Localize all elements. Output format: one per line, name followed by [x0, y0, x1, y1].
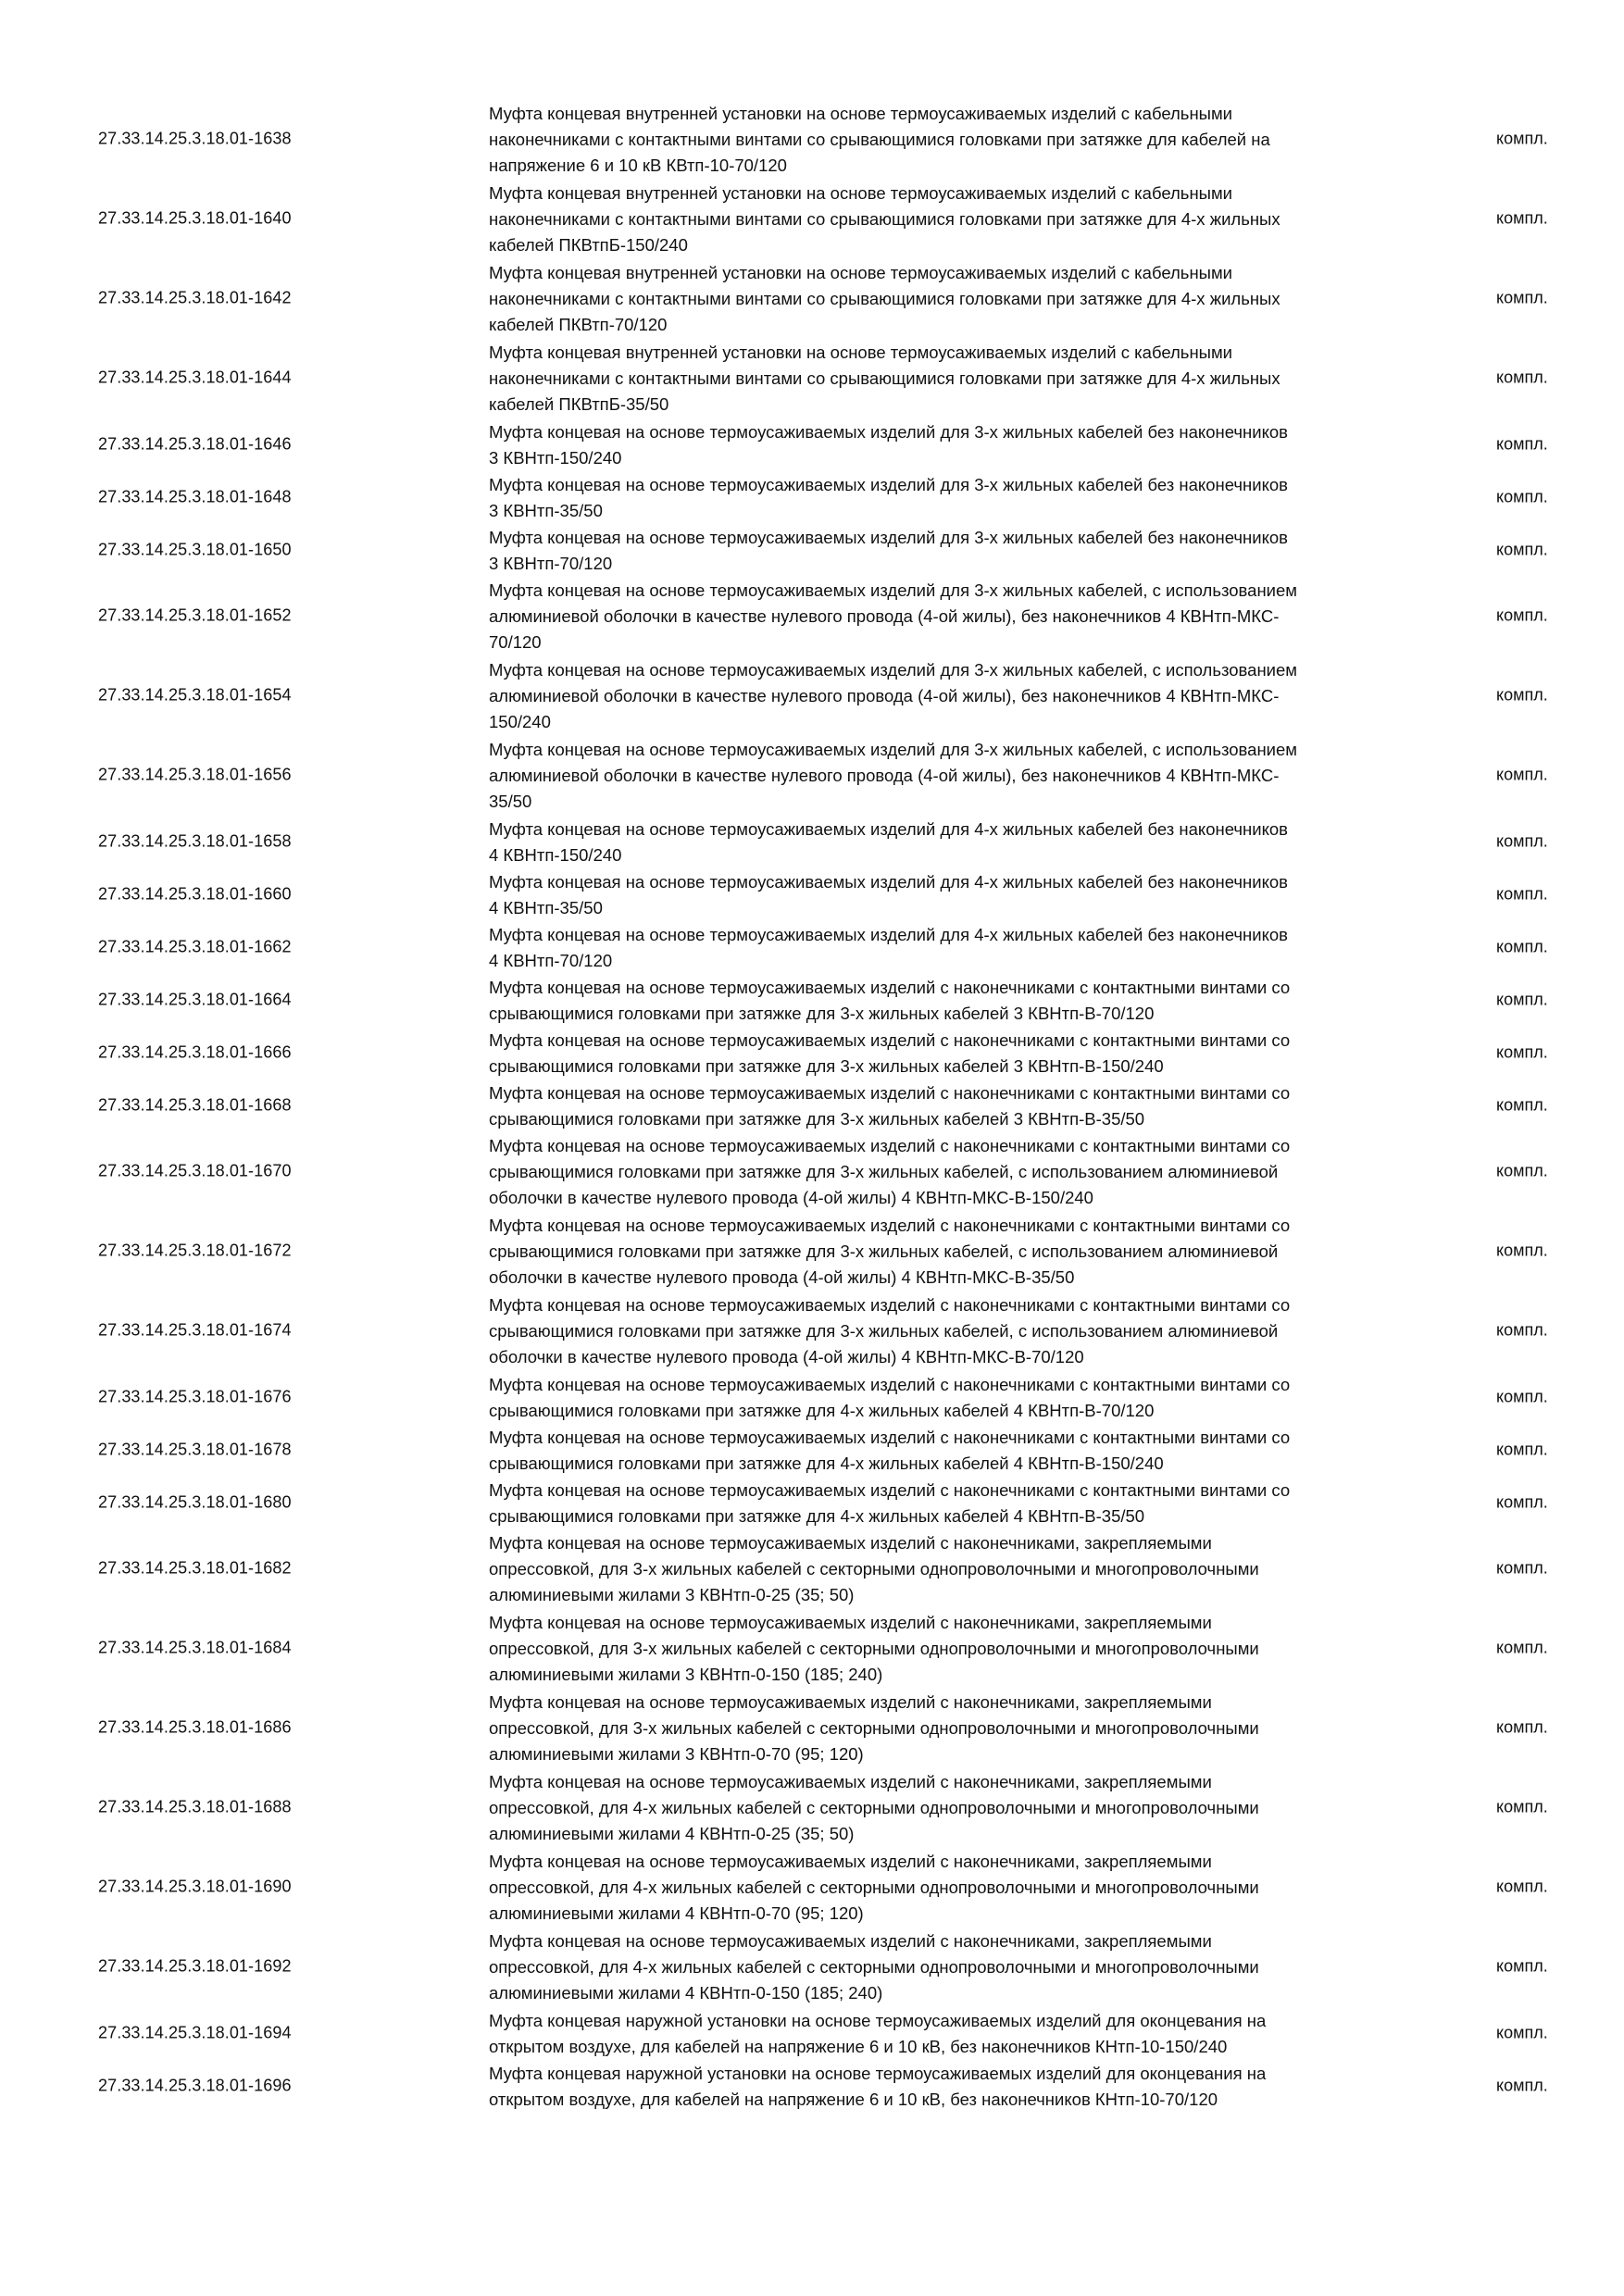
item-description — [489, 1133, 1433, 1211]
item-code: 27.33.14.25.3.18.01-1692 — [98, 1956, 292, 1976]
description-line: наконечниками с контактными винтами со срывающимися головками при затяжке для 4-х жильных — [489, 289, 1280, 308]
item-description — [489, 1028, 1433, 1079]
description-line: опрессовкой, для 3-х жильных кабелей с секторными однопроволочными и многопроволочными — [489, 1639, 1259, 1658]
description-line: напряжение 6 и 10 кВ КВтп-10-70/120 — [489, 156, 787, 175]
table-row — [0, 470, 1624, 523]
table-row — [0, 576, 1624, 655]
description-line: опрессовкой, для 3-х жильных кабелей с секторными однопроволочными и многопроволочными — [489, 1559, 1259, 1578]
item-code: 27.33.14.25.3.18.01-1674 — [98, 1320, 292, 1340]
description-line: Муфта концевая на основе термоусаживаемых изделий с наконечниками с контактными винтами со — [489, 1030, 1291, 1050]
description-line: наконечниками с контактными винтами со срывающимися головками при затяжке для 4-х жильных — [489, 368, 1280, 388]
item-unit: компл. — [1496, 1877, 1548, 1896]
item-code: 27.33.14.25.3.18.01-1654 — [98, 685, 292, 705]
item-code: 27.33.14.25.3.18.01-1690 — [98, 1877, 292, 1896]
description-line: Муфта концевая на основе термоусаживаемых изделий для 3-х жильных кабелей без наконечников — [489, 528, 1289, 547]
description-line: срывающимися головками при затяжке для 3-х жильных кабелей 3 КВНтп-В-150/240 — [489, 1056, 1164, 1076]
table-row — [0, 338, 1624, 418]
table-row — [0, 1370, 1624, 1423]
description-line: Муфта концевая внутренней установки на основе термоусаживаемых изделий с кабельными — [489, 343, 1233, 362]
description-line: Муфта концевая на основе термоусаживаемых изделий с наконечниками, закрепляемыми — [489, 1613, 1212, 1632]
table-row — [0, 2059, 1624, 2112]
description-line: срывающимися головками при затяжке для 3-х жильных кабелей, с использованием алюминиевой — [489, 1242, 1279, 1261]
description-line: Муфта концевая наружной установки на основе термоусаживаемых изделий для оконцевания на — [489, 2011, 1267, 2030]
description-line: Муфта концевая на основе термоусаживаемых изделий с наконечниками с контактными винтами со — [489, 1428, 1291, 1447]
item-description — [489, 869, 1433, 921]
table-row — [0, 1131, 1624, 1211]
table-row — [0, 418, 1624, 470]
description-line: алюминиевой оболочки в качестве нулевого провода (4-ой жилы), без наконечников 4 КВНтп-МКС- — [489, 686, 1280, 705]
item-description — [489, 817, 1433, 868]
description-line: срывающимися головками при затяжке для 3-х жильных кабелей 3 КВНтп-В-70/120 — [489, 1004, 1155, 1023]
item-description — [489, 1610, 1433, 1688]
item-code: 27.33.14.25.3.18.01-1658 — [98, 831, 292, 850]
table-row — [0, 1847, 1624, 1927]
item-description — [489, 737, 1433, 815]
table-row — [0, 2006, 1624, 2059]
description-line: Муфта концевая на основе термоусаживаемых изделий для 3-х жильных кабелей без наконечников — [489, 475, 1289, 494]
description-line: кабелей ПКВтп-70/120 — [489, 315, 668, 334]
description-line: открытом воздухе, для кабелей на напряжение 6 и 10 кВ, без наконечников КНтп-10-150/240 — [489, 2037, 1228, 2056]
item-unit: компл. — [1496, 1558, 1548, 1578]
description-line: 70/120 — [489, 632, 542, 652]
description-line: срывающимися головками при затяжке для 4-х жильных кабелей 4 КВНтп-В-35/50 — [489, 1506, 1145, 1526]
item-description — [489, 1080, 1433, 1132]
description-line: Муфта концевая на основе термоусаживаемых изделий для 4-х жильных кабелей без наконечников — [489, 819, 1289, 839]
description-line: Муфта концевая на основе термоусаживаемых изделий для 3-х жильных кабелей, с использованием — [489, 740, 1297, 759]
item-unit: компл. — [1496, 1440, 1548, 1458]
item-code: 27.33.14.25.3.18.01-1688 — [98, 1797, 292, 1816]
description-line: Муфта концевая на основе термоусаживаемых изделий для 3-х жильных кабелей, с использованием — [489, 580, 1297, 600]
description-line: 3 КВНтп-150/240 — [489, 448, 622, 468]
description-line: алюминиевыми жилами 4 КВНтп-0-25 (35; 50) — [489, 1824, 855, 1843]
table-row — [0, 1927, 1624, 2006]
price-list-table — [0, 99, 1624, 2112]
item-unit: компл. — [1496, 1387, 1548, 1405]
item-description — [489, 1292, 1433, 1370]
table-row — [0, 973, 1624, 1026]
item-description — [489, 578, 1433, 655]
item-description — [489, 525, 1433, 577]
item-unit: компл. — [1496, 2023, 1548, 2041]
item-unit: компл. — [1496, 990, 1548, 1008]
description-line: алюминиевыми жилами 3 КВНтп-0-150 (185; 240) — [489, 1665, 883, 1684]
table-row — [0, 1079, 1624, 1131]
description-line: алюминиевой оболочки в качестве нулевого провода (4-ой жилы), без наконечников 4 КВНтп-МКС- — [489, 606, 1280, 626]
item-unit: компл. — [1496, 1320, 1548, 1340]
description-line: опрессовкой, для 4-х жильных кабелей с секторными однопроволочными и многопроволочными — [489, 1798, 1259, 1817]
table-row — [0, 1767, 1624, 1847]
description-line: срывающимися головками при затяжке для 4-х жильных кабелей 4 КВНтп-В-70/120 — [489, 1401, 1155, 1420]
table-row — [0, 179, 1624, 258]
description-line: Муфта концевая на основе термоусаживаемых изделий с наконечниками с контактными винтами со — [489, 1295, 1291, 1315]
description-line: кабелей ПКВтпБ-35/50 — [489, 394, 669, 414]
item-code: 27.33.14.25.3.18.01-1682 — [98, 1558, 292, 1578]
description-line: 4 КВНтп-150/240 — [489, 845, 622, 865]
item-description — [489, 2008, 1433, 2060]
description-line: Муфта концевая на основе термоусаживаемых изделий с наконечниками, закрепляемыми — [489, 1772, 1212, 1791]
item-unit: компл. — [1496, 487, 1548, 505]
item-unit: компл. — [1496, 1797, 1548, 1816]
item-description — [489, 1849, 1433, 1927]
description-line: наконечниками с контактными винтами со срывающимися головками при затяжке для 4-х жильных — [489, 209, 1280, 229]
item-unit: компл. — [1496, 884, 1548, 903]
item-description — [489, 1690, 1433, 1767]
item-code: 27.33.14.25.3.18.01-1680 — [98, 1492, 292, 1511]
item-unit: компл. — [1496, 765, 1548, 784]
table-row — [0, 815, 1624, 867]
item-description — [489, 1530, 1433, 1608]
item-unit: компл. — [1496, 685, 1548, 705]
description-line: 4 КВНтп-35/50 — [489, 898, 603, 917]
table-row — [0, 1476, 1624, 1529]
item-description — [489, 1213, 1433, 1291]
description-line: Муфта концевая на основе термоусаживаемых изделий с наконечниками, закрепляемыми — [489, 1852, 1212, 1871]
table-row — [0, 258, 1624, 338]
description-line: Муфта концевая на основе термоусаживаемых изделий с наконечниками, закрепляемыми — [489, 1533, 1212, 1553]
description-line: опрессовкой, для 4-х жильных кабелей с секторными однопроволочными и многопроволочными — [489, 1957, 1259, 1977]
item-unit: компл. — [1496, 831, 1548, 850]
item-code: 27.33.14.25.3.18.01-1678 — [98, 1440, 292, 1458]
table-row — [0, 867, 1624, 920]
item-unit: компл. — [1496, 1095, 1548, 1114]
description-line: Муфта концевая внутренней установки на основе термоусаживаемых изделий с кабельными — [489, 263, 1233, 282]
item-code: 27.33.14.25.3.18.01-1648 — [98, 487, 292, 505]
item-code: 27.33.14.25.3.18.01-1642 — [98, 288, 292, 307]
item-code: 27.33.14.25.3.18.01-1686 — [98, 1717, 292, 1737]
item-description — [489, 419, 1433, 471]
description-line: оболочки в качестве нулевого провода (4-ой жилы) 4 КВНтп-МКС-В-150/240 — [489, 1188, 1093, 1207]
item-code: 27.33.14.25.3.18.01-1684 — [98, 1638, 292, 1657]
table-row — [0, 655, 1624, 735]
item-unit: компл. — [1496, 1492, 1548, 1511]
item-code: 27.33.14.25.3.18.01-1696 — [98, 2076, 292, 2094]
description-line: Муфта концевая на основе термоусаживаемых изделий с наконечниками, закрепляемыми — [489, 1931, 1212, 1951]
item-code: 27.33.14.25.3.18.01-1660 — [98, 884, 292, 903]
description-line: срывающимися головками при затяжке для 4-х жильных кабелей 4 КВНтп-В-150/240 — [489, 1454, 1164, 1473]
description-line: алюминиевыми жилами 3 КВНтп-0-25 (35; 50) — [489, 1585, 855, 1604]
description-line: Муфта концевая на основе термоусаживаемых изделий для 4-х жильных кабелей без наконечников — [489, 925, 1289, 944]
item-code: 27.33.14.25.3.18.01-1646 — [98, 434, 292, 453]
description-line: 35/50 — [489, 792, 532, 811]
item-code: 27.33.14.25.3.18.01-1656 — [98, 765, 292, 784]
description-line: алюминиевыми жилами 3 КВНтп-0-70 (95; 120) — [489, 1744, 864, 1764]
table-row — [0, 1423, 1624, 1476]
item-unit: компл. — [1496, 1956, 1548, 1976]
description-line: Муфта концевая внутренней установки на основе термоусаживаемых изделий с кабельными — [489, 104, 1233, 123]
description-line: 150/240 — [489, 712, 551, 731]
item-code: 27.33.14.25.3.18.01-1640 — [98, 208, 292, 228]
description-line: открытом воздухе, для кабелей на напряжение 6 и 10 кВ, без наконечников КНтп-10-70/120 — [489, 2090, 1218, 2109]
item-code: 27.33.14.25.3.18.01-1666 — [98, 1042, 292, 1061]
table-row — [0, 1291, 1624, 1370]
description-line: наконечниками с контактными винтами со срывающимися головками при затяжке для кабелей на — [489, 130, 1270, 149]
item-code: 27.33.14.25.3.18.01-1694 — [98, 2023, 292, 2041]
item-code: 27.33.14.25.3.18.01-1664 — [98, 990, 292, 1008]
description-line: Муфта концевая на основе термоусаживаемых изделий для 4-х жильных кабелей без наконечников — [489, 872, 1289, 892]
item-unit: компл. — [1496, 540, 1548, 558]
description-line: Муфта концевая внутренней установки на основе термоусаживаемых изделий с кабельными — [489, 183, 1233, 203]
description-line: 4 КВНтп-70/120 — [489, 951, 613, 970]
description-line: алюминиевой оболочки в качестве нулевого провода (4-ой жилы), без наконечников 4 КВНтп-МКС- — [489, 766, 1280, 785]
description-line: алюминиевыми жилами 4 КВНтп-0-70 (95; 120) — [489, 1903, 864, 1923]
item-description — [489, 922, 1433, 974]
item-code: 27.33.14.25.3.18.01-1652 — [98, 605, 292, 625]
description-line: Муфта концевая на основе термоусаживаемых изделий с наконечниками с контактными винтами со — [489, 1083, 1291, 1103]
item-unit: компл. — [1496, 1717, 1548, 1737]
item-unit: компл. — [1496, 1042, 1548, 1061]
description-line: опрессовкой, для 4-х жильных кабелей с секторными однопроволочными и многопроволочными — [489, 1878, 1259, 1897]
description-line: Муфта концевая на основе термоусаживаемых изделий с наконечниками с контактными винтами со — [489, 1136, 1291, 1155]
description-line: срывающимися головками при затяжке для 3-х жильных кабелей, с использованием алюминиевой — [489, 1162, 1279, 1181]
item-code: 27.33.14.25.3.18.01-1668 — [98, 1095, 292, 1114]
item-description — [489, 1928, 1433, 2006]
table-row — [0, 920, 1624, 973]
item-description — [489, 1478, 1433, 1529]
item-description — [489, 101, 1433, 179]
table-row — [0, 1529, 1624, 1608]
item-unit: компл. — [1496, 1638, 1548, 1657]
item-description — [489, 181, 1433, 258]
item-unit: компл. — [1496, 1241, 1548, 1260]
description-line: срывающимися головками при затяжке для 3-х жильных кабелей 3 КВНтп-В-35/50 — [489, 1109, 1145, 1129]
item-description — [489, 1769, 1433, 1847]
description-line: алюминиевыми жилами 4 КВНтп-0-150 (185; 240) — [489, 1983, 883, 2003]
item-code: 27.33.14.25.3.18.01-1672 — [98, 1241, 292, 1260]
item-unit: компл. — [1496, 288, 1548, 307]
item-description — [489, 260, 1433, 338]
item-unit: компл. — [1496, 208, 1548, 228]
item-description — [489, 657, 1433, 735]
item-code: 27.33.14.25.3.18.01-1670 — [98, 1161, 292, 1180]
description-line: Муфта концевая на основе термоусаживаемых изделий для 3-х жильных кабелей, с использованием — [489, 660, 1297, 680]
description-line: кабелей ПКВтпБ-150/240 — [489, 235, 688, 255]
item-code: 27.33.14.25.3.18.01-1650 — [98, 540, 292, 558]
item-description — [489, 2061, 1433, 2113]
description-line: оболочки в качестве нулевого провода (4-ой жилы) 4 КВНтп-МКС-В-35/50 — [489, 1267, 1075, 1287]
item-unit: компл. — [1496, 605, 1548, 625]
item-description — [489, 340, 1433, 418]
description-line: Муфта концевая наружной установки на основе термоусаживаемых изделий для оконцевания на — [489, 2064, 1267, 2083]
item-unit: компл. — [1496, 1161, 1548, 1180]
description-line: Муфта концевая на основе термоусаживаемых изделий для 3-х жильных кабелей без наконечников — [489, 422, 1289, 442]
item-unit: компл. — [1496, 434, 1548, 453]
table-row — [0, 523, 1624, 576]
item-description — [489, 975, 1433, 1027]
item-description — [489, 472, 1433, 524]
item-description — [489, 1425, 1433, 1477]
description-line: Муфта концевая на основе термоусаживаемых изделий с наконечниками с контактными винтами со — [489, 1375, 1291, 1394]
item-description — [489, 1372, 1433, 1424]
description-line: 3 КВНтп-70/120 — [489, 554, 613, 573]
description-line: Муфта концевая на основе термоусаживаемых изделий с наконечниками с контактными винтами со — [489, 1480, 1291, 1500]
description-line: Муфта концевая на основе термоусаживаемых изделий с наконечниками, закрепляемыми — [489, 1692, 1212, 1712]
table-row — [0, 1608, 1624, 1688]
table-row — [0, 99, 1624, 179]
table-row — [0, 735, 1624, 815]
description-line: опрессовкой, для 3-х жильных кабелей с секторными однопроволочными и многопроволочными — [489, 1718, 1259, 1738]
description-line: Муфта концевая на основе термоусаживаемых изделий с наконечниками с контактными винтами со — [489, 978, 1291, 997]
item-unit: компл. — [1496, 937, 1548, 955]
item-unit: компл. — [1496, 129, 1548, 148]
description-line: срывающимися головками при затяжке для 3-х жильных кабелей, с использованием алюминиевой — [489, 1321, 1279, 1341]
item-code: 27.33.14.25.3.18.01-1676 — [98, 1387, 292, 1405]
table-row — [0, 1211, 1624, 1291]
item-code: 27.33.14.25.3.18.01-1662 — [98, 937, 292, 955]
description-line: Муфта концевая на основе термоусаживаемых изделий с наконечниками с контактными винтами со — [489, 1216, 1291, 1235]
item-unit: компл. — [1496, 2076, 1548, 2094]
item-code: 27.33.14.25.3.18.01-1644 — [98, 368, 292, 387]
description-line: оболочки в качестве нулевого провода (4-ой жилы) 4 КВНтп-МКС-В-70/120 — [489, 1347, 1084, 1366]
table-row — [0, 1688, 1624, 1767]
description-line: 3 КВНтп-35/50 — [489, 501, 603, 520]
item-unit: компл. — [1496, 368, 1548, 387]
table-row — [0, 1026, 1624, 1079]
item-code: 27.33.14.25.3.18.01-1638 — [98, 129, 292, 148]
